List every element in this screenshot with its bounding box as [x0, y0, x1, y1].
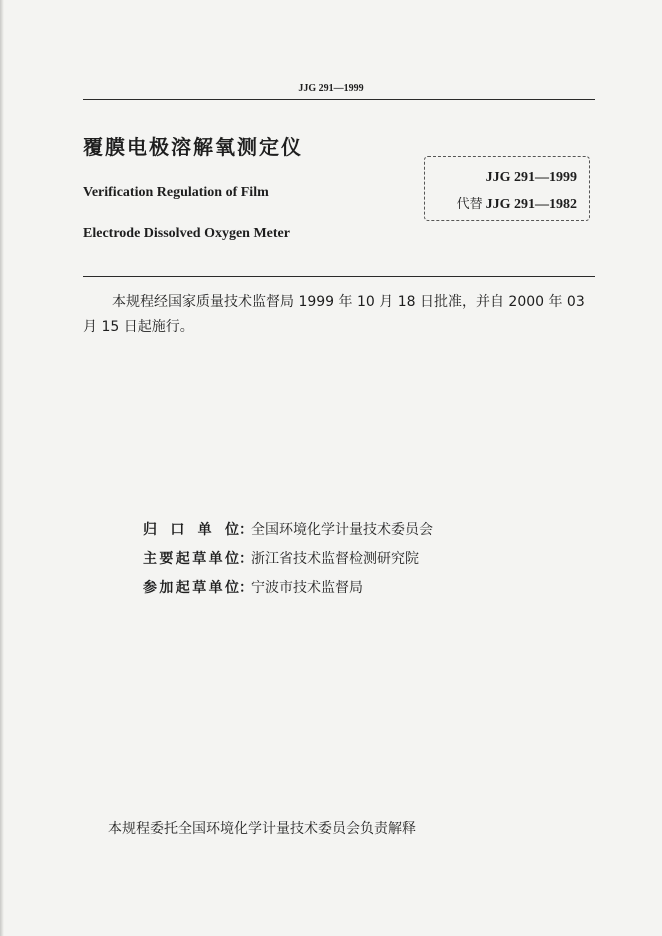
title-chinese: 覆膜电极溶解氧测定仪: [83, 135, 303, 159]
responsible-units: [143, 516, 433, 603]
unit-colon: ：: [239, 551, 253, 567]
unit-value: 全国环境化学计量技术委员会: [251, 522, 433, 538]
unit-row-responsible: [143, 516, 433, 545]
running-header: JJG 291—1999: [298, 83, 364, 94]
replaced-code: JJG 291—1982: [485, 197, 577, 212]
approval-statement: 本规程经国家质量技术监督局 1999 年 10 月 18 日批准，并自 2000 年 03 月 15 日起施行。: [83, 294, 585, 335]
unit-label: 归口单位: [143, 522, 239, 538]
unit-value: 宁波市技术监督局: [251, 580, 363, 596]
unit-row-main-drafter: [143, 545, 433, 574]
interpretation-note: 本规程委托全国环境化学计量技术委员会负责解释: [108, 821, 416, 837]
title-english-line-2: Electrode Dissolved Oxygen Meter: [83, 226, 290, 241]
unit-row-participating-drafter: [143, 574, 433, 603]
header-rule: [83, 99, 595, 100]
unit-label: 主要起草单位: [143, 551, 239, 567]
replaces-prefix: 代替: [456, 197, 483, 212]
standard-replaces: [457, 193, 577, 213]
page-edge-shadow: [0, 0, 4, 936]
unit-colon: ：: [239, 580, 253, 596]
unit-value: 浙江省技术监督检测研究院: [251, 551, 419, 567]
section-rule: [83, 276, 595, 277]
standard-current-code: JJG 291—1999: [485, 170, 577, 185]
title-english-line-1: Verification Regulation of Film: [83, 185, 269, 200]
unit-label: 参加起草单位: [143, 580, 239, 596]
unit-colon: ：: [239, 522, 253, 538]
standard-number-box: [424, 156, 590, 221]
